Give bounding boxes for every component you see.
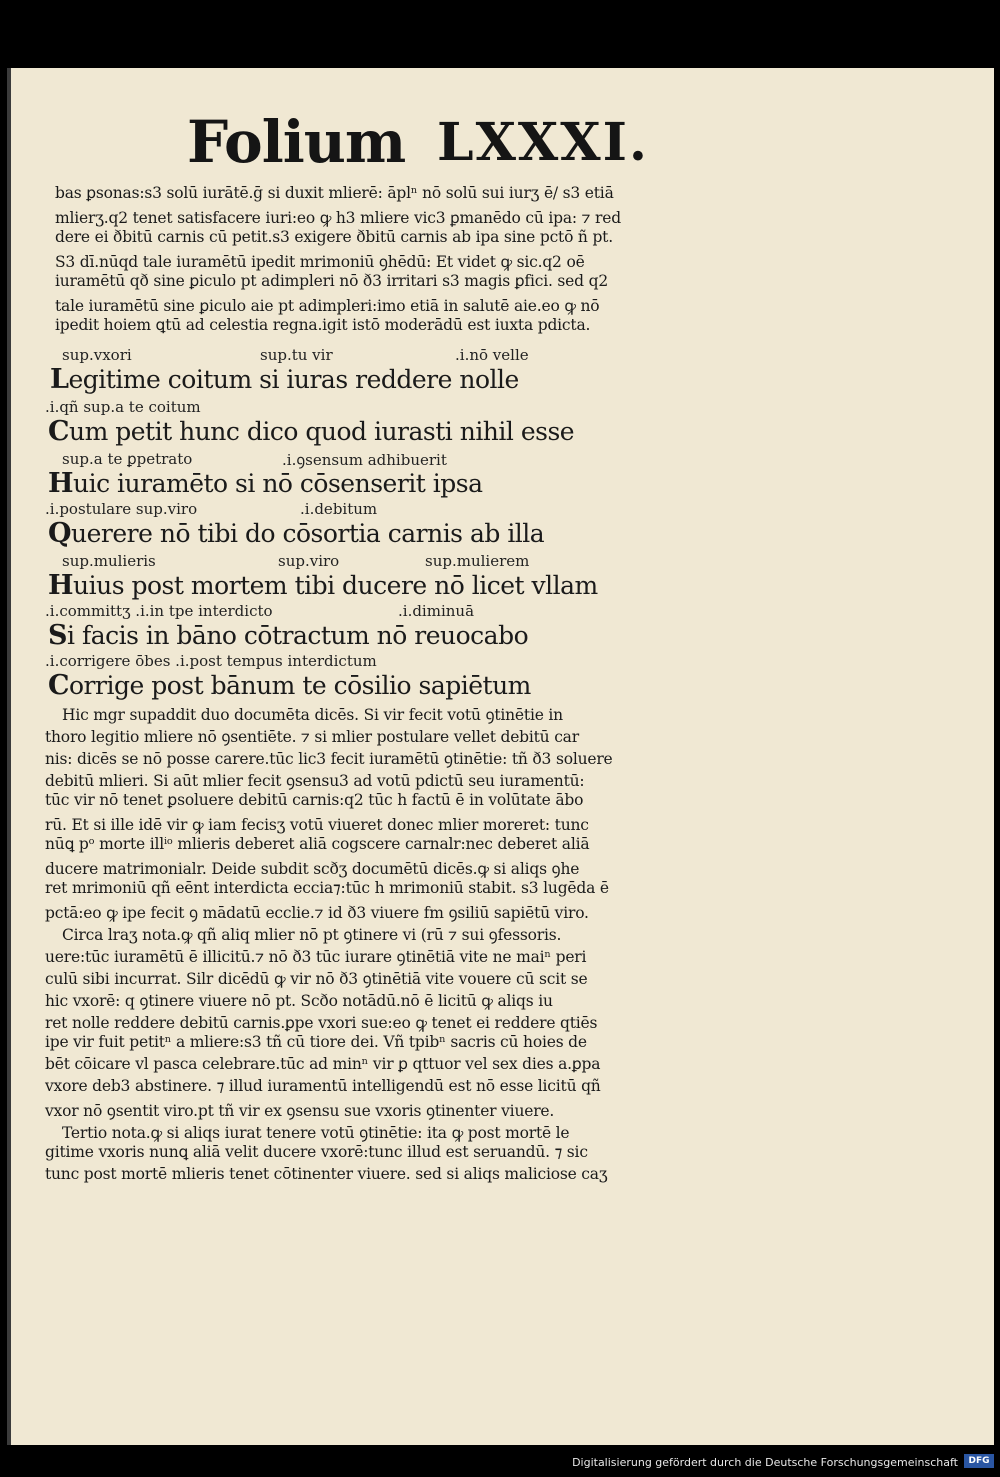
text-line: ducere matrimonialr. Deide subdit scðʒ documētū dicēs.ꝙ si aliqs ꝯhe	[45, 860, 580, 878]
gloss: .i.nō velle	[455, 346, 529, 364]
text-line: ipedit hoiem ꝗtū ad celestia regna.igit istō moderādū est iuxta pdicta.	[55, 316, 591, 334]
verse-text: egitime coitum si iuras reddere nolle	[68, 365, 519, 394]
verse-initial: C	[48, 670, 69, 701]
verse-text: uerere nō tibi do cōsortia carnis ab illa	[71, 519, 545, 548]
verse-line	[48, 570, 598, 601]
gloss: sup.mulierem	[425, 552, 530, 570]
text-line: Hic mgr supaddit duo documēta dicēs. Si vir fecit votū ꝯtinētie in	[62, 706, 563, 724]
text-line: Circa lraʒ nota.ꝙ qñ aliq mlier nō pt ꝯtinere vi (rū ⁊ sui ꝯfessoris.	[62, 926, 562, 944]
gloss: .i.corrigere ōbes .i.post tempus interdictum	[45, 652, 377, 670]
verse-initial: S	[48, 620, 67, 651]
gloss: sup.mulieris	[62, 552, 156, 570]
text-line: gitime vxoris nunꝗ aliā velit ducere vxorē:tunc illud est seruandū. ⁊ sic	[45, 1143, 588, 1161]
text-line: vxore deb3 abstinere. ⁊ illud iuramentū intelligendū est nō esse licitū qñ	[45, 1077, 601, 1095]
verse-text: uic iuramēto si nō cōsenserit ipsa	[73, 469, 483, 498]
text-line: S3 dī.nūqd tale iuramētū ipedit mrimoniū ꝯhēdū: Et videt ꝙ sic.q2 oē	[55, 253, 585, 271]
verse-text: orrige post bānum te cōsilio sapiētum	[69, 671, 531, 700]
text-line: ret nolle reddere debitū carnis.ꝑpe vxori sue:eo ꝙ tenet ei reddere qtiēs	[45, 1014, 598, 1032]
verse-line	[48, 416, 574, 447]
verse-initial: C	[48, 416, 69, 447]
verse-line	[48, 518, 544, 549]
text-line: rū. Et si ille idē vir ꝙ iam fecisʒ votū viueret donec mlier moreret: tunc	[45, 816, 589, 834]
gloss: sup.a te ꝑpetrato	[62, 450, 193, 468]
text-line: vxor nō ꝯsentit viro.pt tñ vir ex ꝯsensu sue vxoris ꝯtinenter viuere.	[45, 1102, 555, 1120]
dfg-logo: DFG	[964, 1454, 994, 1468]
text-line: bas ꝑsonas:s3 solū iurātē.ḡ si duxit mlierē: āplⁿ nō solū sui iurʒ ē/ s3 etiā	[55, 184, 614, 202]
text-line: bēt cōicare vl pasca celebrare.tūc ad minⁿ vir ꝑ qttuor vel sex dies a.ꝑpa	[45, 1055, 601, 1073]
text-line: Tertio nota.ꝙ si aliqs iurat tenere votū ꝯtinētie: ita ꝙ post mortē le	[62, 1124, 570, 1142]
folio-word: Folium	[187, 108, 406, 176]
verse-initial: Q	[48, 518, 72, 549]
text-line: culū sibi incurrat. Silr dicēdū ꝙ vir nō ð3 ꝯtinētiā vite vouere cū scit se	[45, 970, 588, 988]
verse-line	[50, 364, 519, 395]
text-line: tale iuramētū sine ꝑiculo aie pt adimpleri:imo etiā in salutē aie.eo ꝙ nō	[55, 297, 600, 315]
text-line: nūꝗ pᵒ morte illⁱᵒ mlieris deberet aliā cogscere carnalr:nec deberet aliā	[45, 835, 590, 853]
folio-number: LXXXI.	[437, 112, 650, 173]
gloss: .i.committʒ .i.in tpe interdicto	[45, 602, 273, 620]
text-line: pctā:eo ꝙ ipe fecit ꝯ mādatū ecclie.⁊ id ð3 viuere fm ꝯsiliū sapiētū viro.	[45, 904, 589, 922]
folio-header	[187, 108, 650, 188]
text-line: tūc vir nō tenet ꝑsoluere debitū carnis:q2 tūc h factū ē in volūtate ābo	[45, 791, 584, 809]
verse-line	[48, 468, 483, 499]
gloss: .i.postulare sup.viro	[45, 500, 198, 518]
footer-credit: Digitalisierung gefördert durch die Deutsche Forschungsgemeinschaft	[572, 1456, 958, 1469]
text-line: dere ei ðbitū carnis cū petit.s3 exigere ðbitū carnis ab ipa sine pctō ñ pt.	[55, 228, 613, 246]
text-line: hic vxorē: q ꝯtinere viuere nō pt. Scðo notādū.nō ē licitū ꝙ aliqs iu	[45, 992, 553, 1010]
gloss: .i.qñ sup.a te coitum	[45, 398, 201, 416]
text-line: ret mrimoniū qñ eēnt interdicta eccia⁊:tūc h mrimoniū stabit. s3 lugēda ē	[45, 879, 609, 897]
text-line: debitū mlieri. Si aūt mlier fecit ꝯsensu3 ad votū pdictū seu iuramentū:	[45, 772, 585, 790]
gloss: .i.debitum	[300, 500, 378, 518]
verse-text: uius post mortem tibi ducere nō licet vllam	[73, 571, 598, 600]
text-line: uere:tūc iuramētū ē illicitū.⁊ nō ð3 tūc iurare ꝯtinētiā vite ne maiⁿ peri	[45, 948, 587, 966]
verse-line	[48, 620, 528, 651]
text-line: mlierʒ.q2 tenet satisfacere iuri:eo ꝙ h3 mliere vic3 ꝑmanēdo cū ipa: ⁊ red	[55, 209, 621, 227]
gloss: sup.viro	[278, 552, 340, 570]
gloss: sup.vxori	[62, 346, 132, 364]
verse-line	[48, 670, 531, 701]
gloss: sup.tu vir	[260, 346, 333, 364]
gloss: .i.ꝯsensum adhibuerit	[282, 451, 447, 469]
verse-text: um petit hunc dico quod iurasti nihil esse	[69, 417, 575, 446]
text-line: nis: dicēs se nō posse carere.tūc lic3 fecit iuramētū ꝯtinētie: tñ ð3 soluere	[45, 750, 613, 768]
gloss: .i.diminuā	[398, 602, 475, 620]
text-line: ipe vir fuit petitⁿ a mliere:s3 tñ cū tiore dei. Vñ tpibⁿ sacris cū hoies de	[45, 1033, 587, 1051]
text-line: thoro legitio mliere nō ꝯsentiēte. ⁊ si mlier postulare vellet debitū car	[45, 728, 579, 746]
verse-initial: H	[48, 570, 74, 601]
verse-text: i facis in bāno cōtractum nō reuocabo	[67, 621, 529, 650]
text-line: tunc post mortē mlieris tenet cōtinenter viuere. sed si aliqs maliciose caʒ	[45, 1165, 608, 1183]
text-line: iuramētū qð sine ꝑiculo pt adimpleri nō ð3 irritari s3 magis ꝑfici. sed q2	[55, 272, 608, 290]
verse-initial: L	[50, 364, 69, 395]
verse-initial: H	[48, 468, 74, 499]
